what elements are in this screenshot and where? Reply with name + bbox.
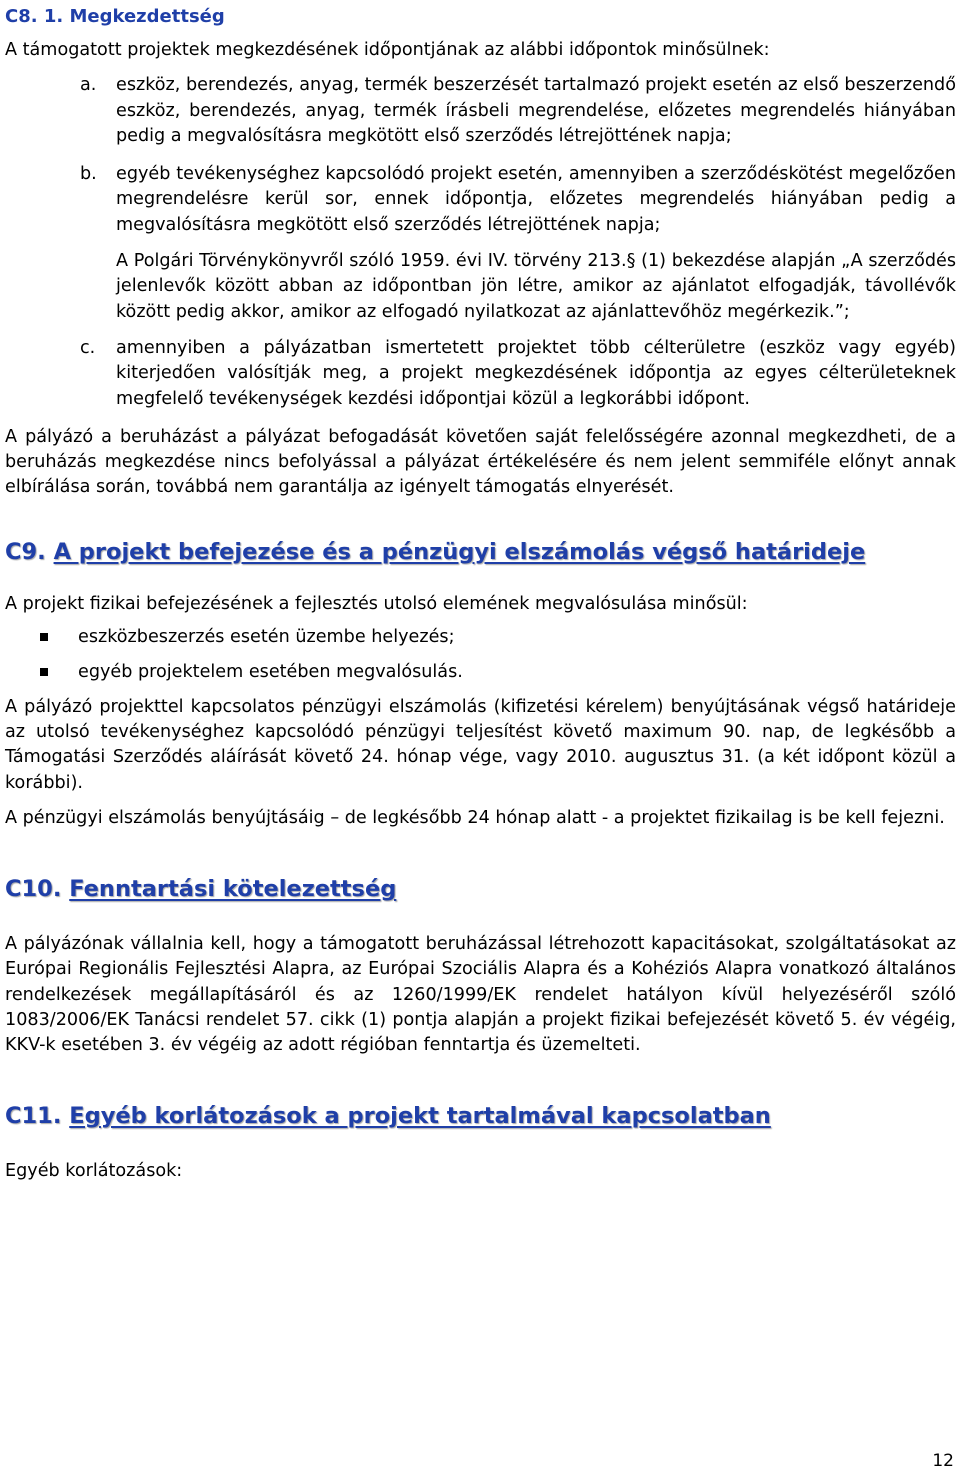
list-text-a: eszköz, berendezés, anyag, termék beszerzését tartalmazó projekt esetén az első beszerzendő eszköz, berendezés, anyag, termék írásbeli megrendelése, előzetes megrendelés hiányában pedig a megvalósításra megkötött első szerződés létrejöttének napja;: [116, 75, 956, 146]
section-title-c11: Egyéb korlátozások a projekt tartalmával kapcsolatban: [69, 1102, 771, 1129]
list-text-b: egyéb tevékenységhez kapcsolódó projekt esetén, amennyiben a szerződéskötést megelőzően megrendelésre kerül sor, ennek időpontja, előzetes megrendelés hiányában pedig a megvalósításra megkötött első szerződés létrejöttének napja;: [116, 164, 956, 235]
bullet-item-2: [5, 660, 956, 685]
page-number: 12: [932, 1451, 954, 1471]
bullet-text-2: egyéb projektelem esetében megvalósulás.: [78, 662, 463, 683]
section-number-c10: C10.: [5, 876, 62, 903]
paragraph-c9-completion: A pénzügyi elszámolás benyújtásáig – de legkésőbb 24 hónap alatt - a projektet fizikailag is be kell fejezni.: [5, 807, 945, 828]
paragraph-c8-intro: A támogatott projektek megkezdésének időpontjának az alábbi időpontok minősülnek:: [5, 40, 770, 60]
section-heading-c10: [5, 874, 956, 904]
section-heading-c9: [5, 537, 956, 567]
paragraph-c9-intro: A projekt fizikai befejezésének a fejlesztés utolsó elemének megvalósulása minősül:: [5, 593, 748, 614]
square-bullet-icon: [40, 633, 48, 641]
section-heading-c11: [5, 1101, 956, 1131]
section-heading-c8-1: C8. 1. Megkezdettség: [5, 6, 225, 27]
section-title-c9: A projekt befejezése és a pénzügyi elszámolás végső határideje: [53, 538, 866, 565]
list-item-a: [5, 73, 956, 149]
list-marker-a: a.: [80, 75, 97, 96]
bullet-text-1: eszközbeszerzés esetén üzembe helyezés;: [78, 627, 455, 648]
list-marker-b: b.: [80, 164, 97, 185]
section-number-c11: C11.: [5, 1102, 62, 1129]
document-page: [5, 0, 956, 1184]
list-marker-c: c.: [80, 337, 96, 358]
paragraph-c10-maintenance: A pályázónak vállalnia kell, hogy a támogatott beruházással létrehozott kapacitásokat, szolgáltatásokat az Európai Regionális Fejlesztési Alapra, az Európai Szociális Alapra és a Kohéziós Alapra vonatkozó általános rendelkezések megállapításáról és az 1260/1999/EK rendelet hatályon kívül helyezéséről szóló 1083/2006/EK Tanácsi rendelet 57. cikk (1) pontja alapján a projekt fizikai befejezését követő 5. év végéig, KKV-k esetében 3. év végéig az adott régióban fenntartja és üzemelteti.: [5, 934, 956, 1056]
bullet-item-1: [5, 625, 956, 650]
list-item-c: [5, 336, 956, 412]
paragraph-c11-other: Egyéb korlátozások:: [5, 1160, 183, 1181]
list-text-c: amennyiben a pályázatban ismertetett projektet több célterületre (eszköz vagy egyéb) kiterjedően valósítják meg, a projekt megkezdésének időpontja az egyes célterületeknek megfelelő tevékenységek kezdési időpontjai közül a legkorábbi időpont.: [116, 337, 956, 409]
list-item-b: [5, 162, 956, 238]
square-bullet-icon: [40, 668, 48, 676]
paragraph-c9-deadline: A pályázó projekttel kapcsolatos pénzügyi elszámolás (kifizetési kérelem) benyújtásának végső határideje az utolsó tevékenységhez kapcsolódó pénzügyi teljesítést követő maximum 90. nap, de legkésőbb a Támogatási Szerződés aláírását követő 24. hónap vége, vagy 2010. augusztus 31. (a két időpont közül a korábbi).: [5, 696, 956, 793]
paragraph-c8-closing: A pályázó a beruházást a pályázat befogadását követően saját felelősségére azonnal megkezdheti, de a beruházás megkezdése nincs befolyással a pályázat értékelésére és nem jelent semmiféle előnyt annak elbírálása során, továbbá nem garantálja az igényelt támogatás elnyerését.: [5, 426, 956, 498]
paragraph-b-note: A Polgári Törvénykönyvről szóló 1959. évi IV. törvény 213.§ (1) bekezdése alapján „A szerződés jelenlevők között abban az időpontban jön létre, amikor az ajánlatot elfogadják, távollévők között pedig akkor, amikor az elfogadó nyilatkozat az ajánlattevőhöz megérkezik.”;: [116, 251, 956, 322]
section-number-c9: C9.: [5, 538, 46, 565]
section-title-c10: Fenntartási kötelezettség: [69, 876, 397, 903]
